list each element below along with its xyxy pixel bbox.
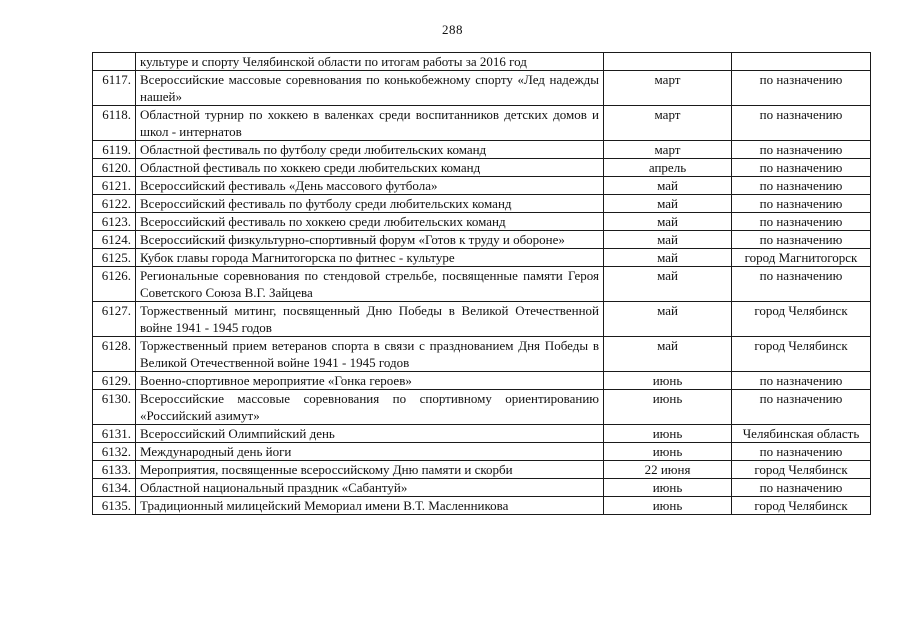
event-name: Всероссийский физкультурно-спортивный форум «Готов к труду и обороне» — [136, 231, 604, 249]
table-row — [93, 267, 871, 302]
row-number: 6131. — [93, 425, 136, 443]
event-date: май — [604, 177, 732, 195]
event-place: город Челябинск — [732, 302, 871, 337]
event-place: по назначению — [732, 177, 871, 195]
event-date: март — [604, 141, 732, 159]
events-table-body — [93, 53, 871, 515]
table-row — [93, 425, 871, 443]
event-name: Областной фестиваль по футболу среди любительских команд — [136, 141, 604, 159]
events-table — [92, 52, 871, 515]
row-number: 6129. — [93, 372, 136, 390]
table-row — [93, 461, 871, 479]
event-place: по назначению — [732, 443, 871, 461]
event-place: по назначению — [732, 106, 871, 141]
row-number: 6119. — [93, 141, 136, 159]
event-name: Всероссийские массовые соревнования по спортивному ориентированию «Российский азимут» — [136, 390, 604, 425]
table-row — [93, 372, 871, 390]
row-number: 6125. — [93, 249, 136, 267]
row-number: 6128. — [93, 337, 136, 372]
table-row — [93, 231, 871, 249]
table-row — [93, 302, 871, 337]
table-row — [93, 497, 871, 515]
event-date: май — [604, 249, 732, 267]
table-row — [93, 177, 871, 195]
event-place: по назначению — [732, 479, 871, 497]
table-row — [93, 159, 871, 177]
row-number — [93, 53, 136, 71]
row-number: 6126. — [93, 267, 136, 302]
event-place: город Челябинск — [732, 497, 871, 515]
table-row — [93, 479, 871, 497]
row-number: 6121. — [93, 177, 136, 195]
table-row — [93, 390, 871, 425]
row-number: 6120. — [93, 159, 136, 177]
event-name: Кубок главы города Магнитогорска по фитнес - культуре — [136, 249, 604, 267]
event-place: по назначению — [732, 267, 871, 302]
row-number: 6123. — [93, 213, 136, 231]
event-name: Всероссийские массовые соревнования по конькобежному спорту «Лед надежды нашей» — [136, 71, 604, 106]
table-row — [93, 71, 871, 106]
event-name: Всероссийский фестиваль по хоккею среди любительских команд — [136, 213, 604, 231]
event-date: июнь — [604, 479, 732, 497]
table-row — [93, 213, 871, 231]
event-place: город Челябинск — [732, 461, 871, 479]
event-date: апрель — [604, 159, 732, 177]
event-date: июнь — [604, 390, 732, 425]
event-date: июнь — [604, 497, 732, 515]
event-name: Областной фестиваль по хоккею среди любительских команд — [136, 159, 604, 177]
event-name: Мероприятия, посвященные всероссийскому Дню памяти и скорби — [136, 461, 604, 479]
event-date: май — [604, 213, 732, 231]
table-row — [93, 195, 871, 213]
table-row — [93, 337, 871, 372]
row-number: 6122. — [93, 195, 136, 213]
row-number: 6118. — [93, 106, 136, 141]
continuation-row — [93, 53, 871, 71]
event-name: Всероссийский фестиваль «День массового футбола» — [136, 177, 604, 195]
event-date: май — [604, 231, 732, 249]
table-row — [93, 106, 871, 141]
event-date: март — [604, 71, 732, 106]
row-number: 6134. — [93, 479, 136, 497]
event-date: март — [604, 106, 732, 141]
event-name: Торжественный митинг, посвященный Дню Победы в Великой Отечественной войне 1941 - 1945 годов — [136, 302, 604, 337]
row-number: 6127. — [93, 302, 136, 337]
event-date: май — [604, 195, 732, 213]
event-date: июнь — [604, 372, 732, 390]
table-row — [93, 141, 871, 159]
event-place: Челябинская область — [732, 425, 871, 443]
event-date: 22 июня — [604, 461, 732, 479]
event-date: июнь — [604, 425, 732, 443]
event-name: Традиционный милицейский Мемориал имени В.Т. Масленникова — [136, 497, 604, 515]
event-place: по назначению — [732, 231, 871, 249]
event-place: по назначению — [732, 141, 871, 159]
event-name: Всероссийский Олимпийский день — [136, 425, 604, 443]
row-number: 6133. — [93, 461, 136, 479]
event-name: Международный день йоги — [136, 443, 604, 461]
row-number: 6124. — [93, 231, 136, 249]
event-place: город Челябинск — [732, 337, 871, 372]
event-place: город Магнитогорск — [732, 249, 871, 267]
event-date: май — [604, 337, 732, 372]
event-date: май — [604, 302, 732, 337]
event-name: культуре и спорту Челябинской области по итогам работы за 2016 год — [136, 53, 604, 71]
event-date — [604, 53, 732, 71]
event-name: Областной турнир по хоккею в валенках среди воспитанников детских домов и школ - интернатов — [136, 106, 604, 141]
page-number: 288 — [442, 22, 463, 37]
table-row — [93, 443, 871, 461]
event-name: Областной национальный праздник «Сабантуй» — [136, 479, 604, 497]
event-name: Военно-спортивное мероприятие «Гонка героев» — [136, 372, 604, 390]
event-date: июнь — [604, 443, 732, 461]
row-number: 6117. — [93, 71, 136, 106]
event-place: по назначению — [732, 390, 871, 425]
table-row — [93, 249, 871, 267]
event-place: по назначению — [732, 195, 871, 213]
event-place: по назначению — [732, 372, 871, 390]
event-name: Всероссийский фестиваль по футболу среди любительских команд — [136, 195, 604, 213]
event-place: по назначению — [732, 213, 871, 231]
event-place — [732, 53, 871, 71]
event-name: Региональные соревнования по стендовой стрельбе, посвященные памяти Героя Советского Союза В.Г. Зайцева — [136, 267, 604, 302]
row-number: 6132. — [93, 443, 136, 461]
event-place: по назначению — [732, 71, 871, 106]
event-name: Торжественный прием ветеранов спорта в связи с празднованием Дня Победы в Великой Отечественной войне 1941 - 1945 годов — [136, 337, 604, 372]
row-number: 6135. — [93, 497, 136, 515]
event-place: по назначению — [732, 159, 871, 177]
event-date: май — [604, 267, 732, 302]
row-number: 6130. — [93, 390, 136, 425]
